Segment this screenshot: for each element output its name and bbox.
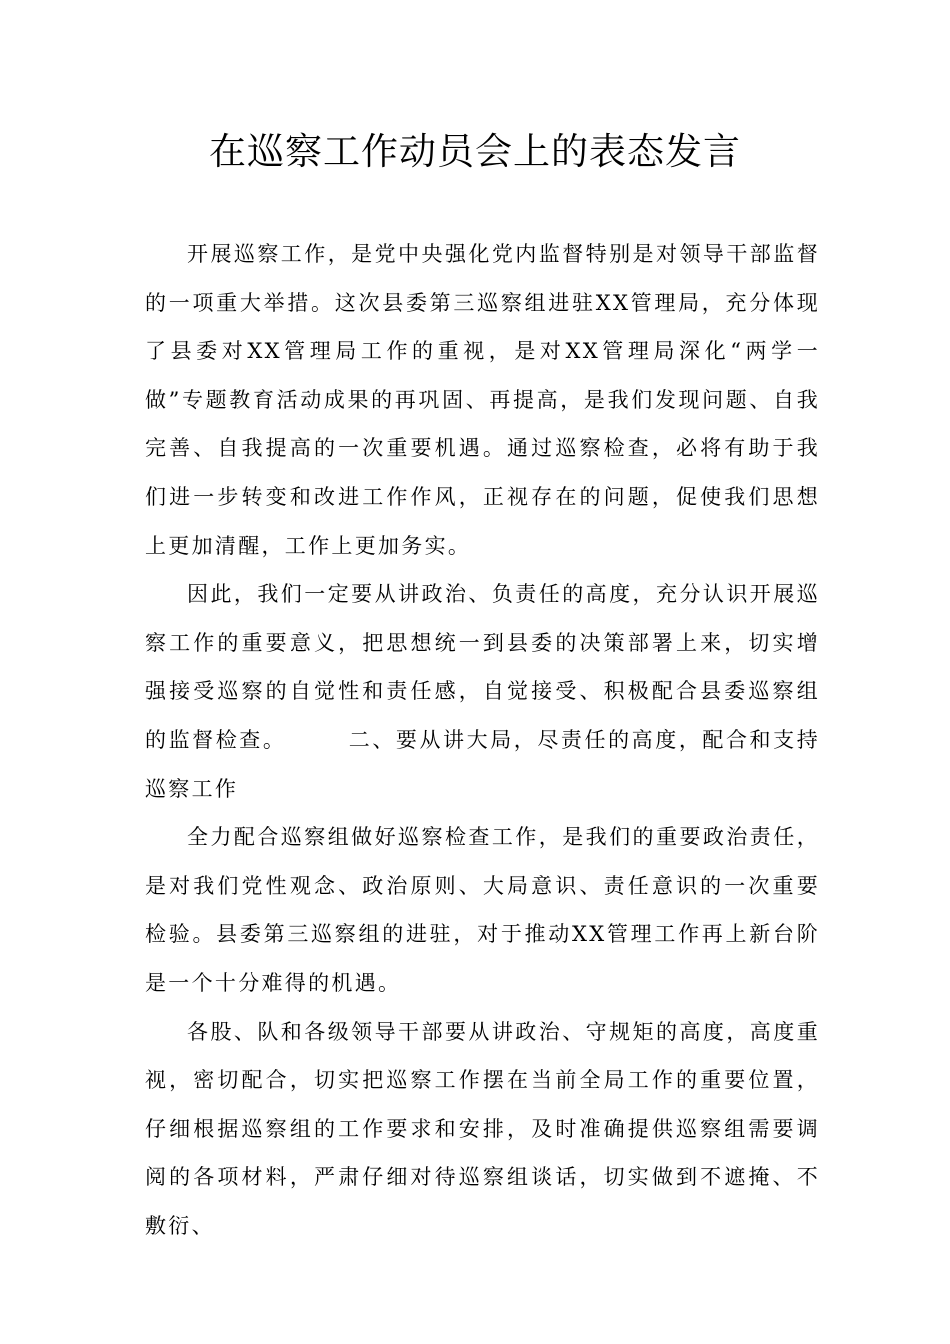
paragraph-1: 开展巡察工作，是党中央强化党内监督特别是对领导干部监督的一项重大举措。这次县委第三巡察组进驻XX管理局，充分体现了县委对XX管理局工作的重视，是对XX管理局深化“两学一做”专题教育活动成果的再巩固、再提高，是我们发现问题、自我完善、自我提高的一次重要机遇。通过巡察检查，必将有助于我们进一步转变和改进工作作风，正视存在的问题，促使我们思想上更加清醒，工作上更加务实。 xyxy=(145,242,820,558)
paragraph-4: 各股、队和各级领导干部要从讲政治、守规矩的高度，高度重视，密切配合，切实把巡察工作摆在当前全局工作的重要位置，仔细根据巡察组的工作要求和安排，及时准确提供巡察组需要调阅的各项材料，严肃仔细对待巡察组谈话，切实做到不遮掩、不敷衍、 xyxy=(145,1019,820,1238)
section-heading-2: 二、要从讲大局，尽责任的高度，配合和支持巡察工作 xyxy=(145,727,820,801)
document-title: 在巡察工作动员会上的表态发言 xyxy=(209,130,741,173)
paragraph-3: 全力配合巡察组做好巡察检查工作，是我们的重要政治责任，是对我们党性观念、政治原则、大局意识、责任意识的一次重要检验。县委第三巡察组的进驻，对于推动XX管理工作再上新台阶是一个十分难得的机遇。 xyxy=(145,825,820,995)
paragraph-2 xyxy=(145,570,820,813)
paragraph-2-text: 因此，我们一定要从讲政治、负责任的高度，充分认识开展巡察工作的重要意义，把思想统一到县委的决策部署上来，切实增强接受巡察的自觉性和责任感，自觉接受、积极配合县委巡察组的监督检查。 xyxy=(145,582,820,752)
document-body xyxy=(145,230,820,1250)
